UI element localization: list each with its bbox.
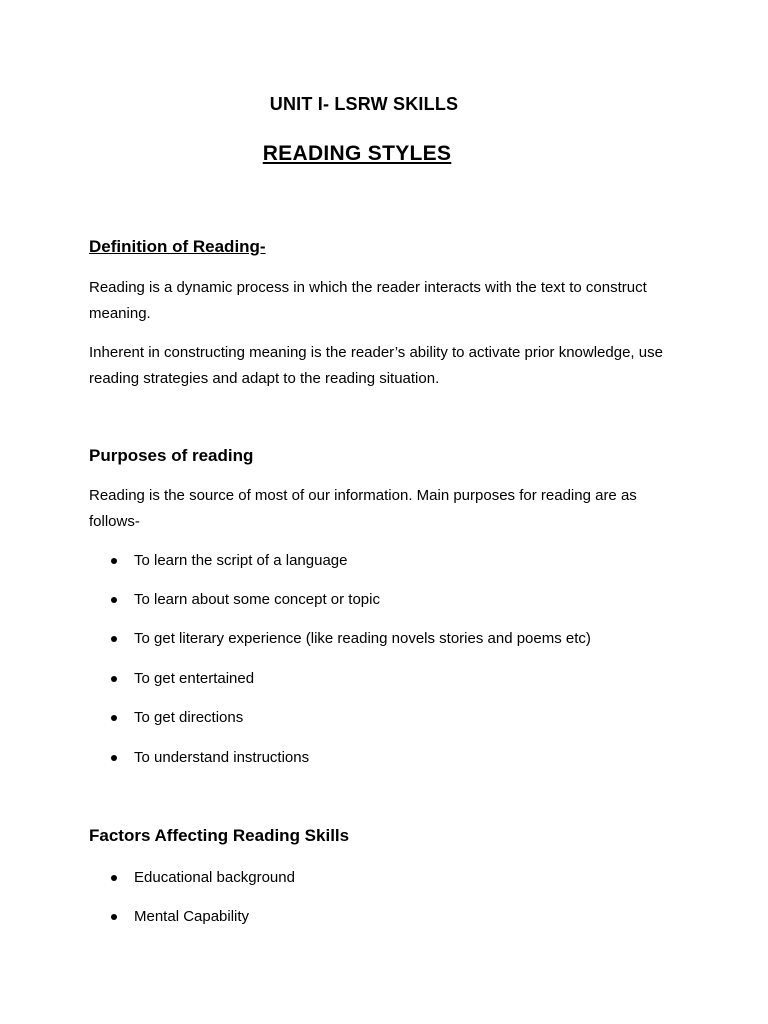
bullet-icon bbox=[111, 636, 117, 642]
bullet-icon bbox=[111, 558, 117, 564]
purpose-item: To learn the script of a language bbox=[134, 552, 348, 569]
definition-paragraph-1: Reading is a dynamic process in which the reader interacts with the text to construct meaning. bbox=[89, 279, 647, 322]
purposes-heading: Purposes of reading bbox=[89, 446, 254, 465]
factor-item: Mental Capability bbox=[134, 908, 250, 925]
purpose-item: To get literary experience (like reading novels stories and poems etc) bbox=[134, 630, 591, 647]
unit-title: UNIT I- LSRW SKILLS bbox=[269, 94, 459, 114]
purposes-intro: Reading is the source of most of our information. Main purposes for reading are as follows- bbox=[89, 487, 637, 530]
purpose-item: To understand instructions bbox=[134, 749, 310, 766]
bullet-icon bbox=[111, 597, 117, 603]
bullet-icon bbox=[111, 755, 117, 761]
purpose-item: To get directions bbox=[134, 709, 244, 726]
bullet-icon bbox=[111, 875, 117, 881]
bullet-icon bbox=[111, 715, 117, 721]
bullet-icon bbox=[111, 914, 117, 920]
purpose-item: To get entertained bbox=[134, 670, 255, 687]
definition-paragraph-2: Inherent in constructing meaning is the reader’s ability to activate prior knowledge, use reading strategies and adapt to the reading situation. bbox=[89, 344, 663, 387]
factors-heading: Factors Affecting Reading Skills bbox=[89, 826, 350, 845]
factor-item: Educational background bbox=[134, 869, 295, 886]
page-title: READING STYLES bbox=[262, 142, 452, 165]
purpose-item: To learn about some concept or topic bbox=[134, 591, 380, 608]
definition-heading: Definition of Reading- bbox=[89, 237, 266, 256]
bullet-icon bbox=[111, 676, 117, 682]
